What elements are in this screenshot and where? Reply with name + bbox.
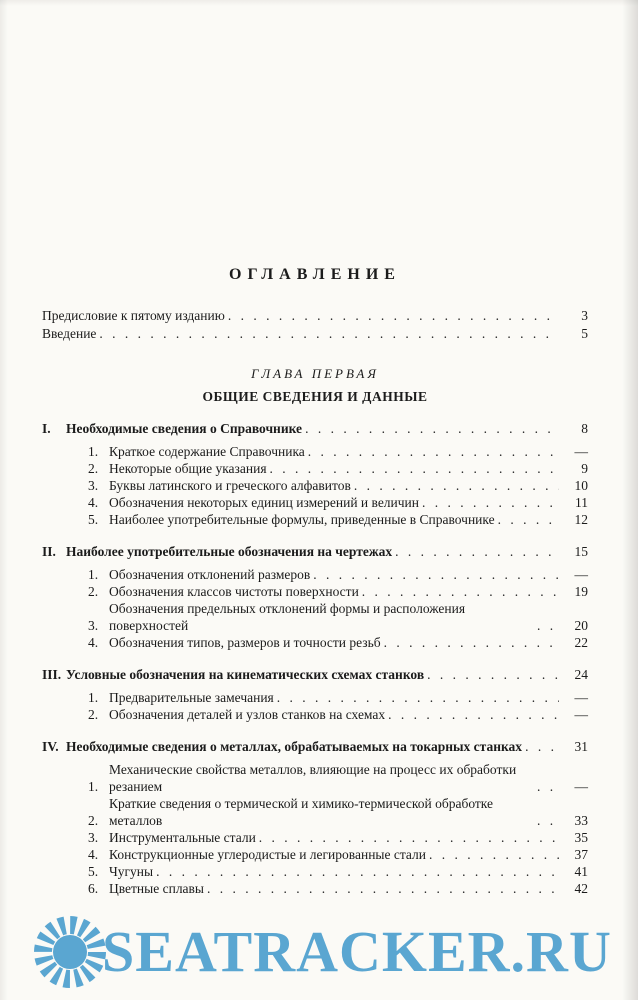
toc-entry-page: 9 [581, 461, 588, 476]
toc-entry-page: — [574, 567, 588, 582]
chapter-subheading: ОБЩИЕ СВЕДЕНИЯ И ДАННЫЕ [202, 389, 428, 404]
toc-entry [42, 477, 588, 494]
dot-leader [362, 583, 559, 600]
dot-leader [259, 829, 559, 846]
chapter-heading: ГЛАВА ПЕРВАЯ [251, 366, 379, 381]
dot-leader [313, 566, 559, 583]
dot-leader [207, 880, 559, 897]
toc-section [42, 420, 588, 528]
toc-entry [42, 795, 588, 829]
toc-entry-number: 2. [88, 707, 99, 722]
toc-section-heading [42, 543, 588, 560]
section-items [42, 689, 588, 723]
toc-entry-number: 5. [88, 512, 99, 527]
scan-edge-top [0, 0, 638, 6]
page-title: ОГЛАВЛЕНИЕ [229, 266, 401, 283]
toc-entry-page: 19 [574, 584, 588, 599]
sun-logo-icon [26, 908, 114, 996]
toc-section [42, 666, 588, 723]
toc-entry-page: 5 [581, 326, 588, 341]
toc-entry-page: 20 [574, 618, 588, 633]
dot-leader [429, 846, 559, 863]
toc-entry-label: Краткие сведения о термической и химико-термической обработке металлов [109, 796, 494, 828]
dot-leader [498, 511, 559, 528]
toc-entry-page: 42 [574, 881, 588, 896]
toc-entry-number: 4. [88, 495, 99, 510]
toc-entry-number: 1. [88, 567, 99, 582]
dot-leader [99, 325, 559, 343]
toc-entry-number: 1. [88, 444, 99, 459]
toc-entry-page: 8 [581, 421, 588, 436]
dot-leader [354, 477, 559, 494]
toc-entry-page: 37 [574, 847, 588, 862]
toc-entry-number: 5. [88, 864, 99, 879]
toc-entry-number: 3. [88, 478, 99, 493]
toc-entry-number: 2. [88, 584, 99, 599]
toc-entry [42, 443, 588, 460]
toc-entry [42, 706, 588, 723]
toc-entry-number: 3. [88, 618, 99, 633]
toc-entry-label: Обозначения типов, размеров и точности резьб [109, 635, 381, 650]
toc-entry-label: Условные обозначения на кинематических схемах станков [66, 667, 425, 682]
scan-edge-right [622, 0, 638, 1000]
toc-entry [42, 634, 588, 651]
toc-entry-number: II. [42, 544, 56, 559]
toc-entry-page: 35 [574, 830, 588, 845]
section-items [42, 566, 588, 651]
dot-leader [427, 666, 559, 683]
dot-leader [525, 738, 559, 755]
toc-entry-page: 24 [574, 667, 588, 682]
toc-entry-page: 33 [574, 813, 588, 828]
toc-entry [42, 761, 588, 795]
toc-entry [42, 880, 588, 897]
section-items [42, 443, 588, 528]
dot-leader [384, 634, 559, 651]
toc-entry-label: Механические свойства металлов, влияющие на процесс их обработки резанием [109, 762, 517, 794]
toc-entry [42, 829, 588, 846]
toc-entry-page: — [574, 707, 588, 722]
toc-entry-label: Обозначения деталей и узлов станков на схемах [109, 707, 386, 722]
toc-entry-label: Обозначения некоторых единиц измерений и величин [109, 495, 420, 510]
toc-entry-page: 31 [574, 739, 588, 754]
toc-section-heading [42, 666, 588, 683]
toc-entry [42, 583, 588, 600]
toc-entry [42, 325, 588, 343]
dot-leader [156, 863, 559, 880]
toc-entry-label: Буквы латинского и греческого алфавитов [109, 478, 351, 493]
toc-entry-label: Введение [42, 326, 97, 341]
toc-entry-label: Наиболее употребительные формулы, приведенные в Справочнике [109, 512, 495, 527]
toc-entry-label: Инструментальные стали [109, 830, 256, 845]
toc-entry [42, 460, 588, 477]
toc-entry-page: — [574, 690, 588, 705]
toc-entry [42, 863, 588, 880]
toc-entry-label: Цветные сплавы [109, 881, 204, 896]
toc-entry-page: 3 [581, 308, 588, 323]
toc-entry-number: 1. [88, 779, 99, 794]
section-items [42, 761, 588, 897]
toc-content [42, 266, 588, 897]
dot-leader [537, 778, 559, 795]
toc-entry-number: IV. [42, 739, 59, 754]
watermark [26, 908, 638, 996]
toc-entry-label: Предисловие к пятому изданию [42, 308, 225, 323]
dot-leader [270, 460, 559, 477]
toc-entry-label: Наиболее употребительные обозначения на чертежах [66, 544, 393, 559]
dot-leader [277, 689, 559, 706]
dot-leader [388, 706, 559, 723]
toc-entry-label: Предварительные замечания [109, 690, 274, 705]
dot-leader [395, 543, 559, 560]
toc-sections [42, 420, 588, 897]
toc-entry-number: 4. [88, 635, 99, 650]
toc-entry [42, 566, 588, 583]
toc-entry-label: Обозначения предельных отклонений формы и расположения поверхностей [109, 601, 466, 633]
toc-entry-number: 2. [88, 461, 99, 476]
toc-entry-label: Чугуны [109, 864, 154, 879]
toc-entry-label: Некоторые общие указания [109, 461, 267, 476]
dot-leader [308, 443, 559, 460]
toc-section-heading [42, 420, 588, 437]
toc-entry-label: Необходимые сведения о металлах, обрабатываемых на токарных станках [66, 739, 523, 754]
toc-entry [42, 494, 588, 511]
toc-entry [42, 511, 588, 528]
toc-entry [42, 689, 588, 706]
toc-entry-page: 12 [574, 512, 588, 527]
toc-entry-label: Обозначения отклонений размеров [109, 567, 311, 582]
toc-entry-page: 41 [574, 864, 588, 879]
toc-entry-page: 10 [574, 478, 588, 493]
toc-entry-label: Конструкционные углеродистые и легированные стали [109, 847, 426, 862]
scan-edge-left [0, 0, 8, 1000]
toc-entry-page: 15 [574, 544, 588, 559]
dot-leader [305, 420, 559, 437]
toc-entry-number: 1. [88, 690, 99, 705]
toc-entry-label: Краткое содержание Справочника [109, 444, 305, 459]
toc-entry-number: 3. [88, 830, 99, 845]
toc-entry-number: 2. [88, 813, 99, 828]
toc-entry [42, 846, 588, 863]
dot-leader [537, 617, 559, 634]
dot-leader [422, 494, 559, 511]
toc-entry-page: 11 [575, 495, 588, 510]
toc-section [42, 543, 588, 651]
dot-leader [537, 812, 559, 829]
toc-entry-label: Обозначения классов чистоты поверхности [109, 584, 359, 599]
toc-entry-page: — [574, 444, 588, 459]
toc-entry-number: I. [42, 421, 51, 436]
toc-entry-page: 22 [574, 635, 588, 650]
front-entries [42, 307, 588, 343]
toc-entry-page: — [574, 779, 588, 794]
toc-entry-number: III. [42, 667, 62, 682]
watermark-text: SEATRACKER.RU [102, 919, 612, 984]
toc-section-heading [42, 738, 588, 755]
toc-entry [42, 307, 588, 325]
toc-entry [42, 600, 588, 634]
dot-leader [228, 307, 559, 325]
toc-entry-number: 6. [88, 881, 99, 896]
toc-section [42, 738, 588, 897]
toc-entry-number: 4. [88, 847, 99, 862]
toc-entry-label: Необходимые сведения о Справочнике [66, 421, 303, 436]
